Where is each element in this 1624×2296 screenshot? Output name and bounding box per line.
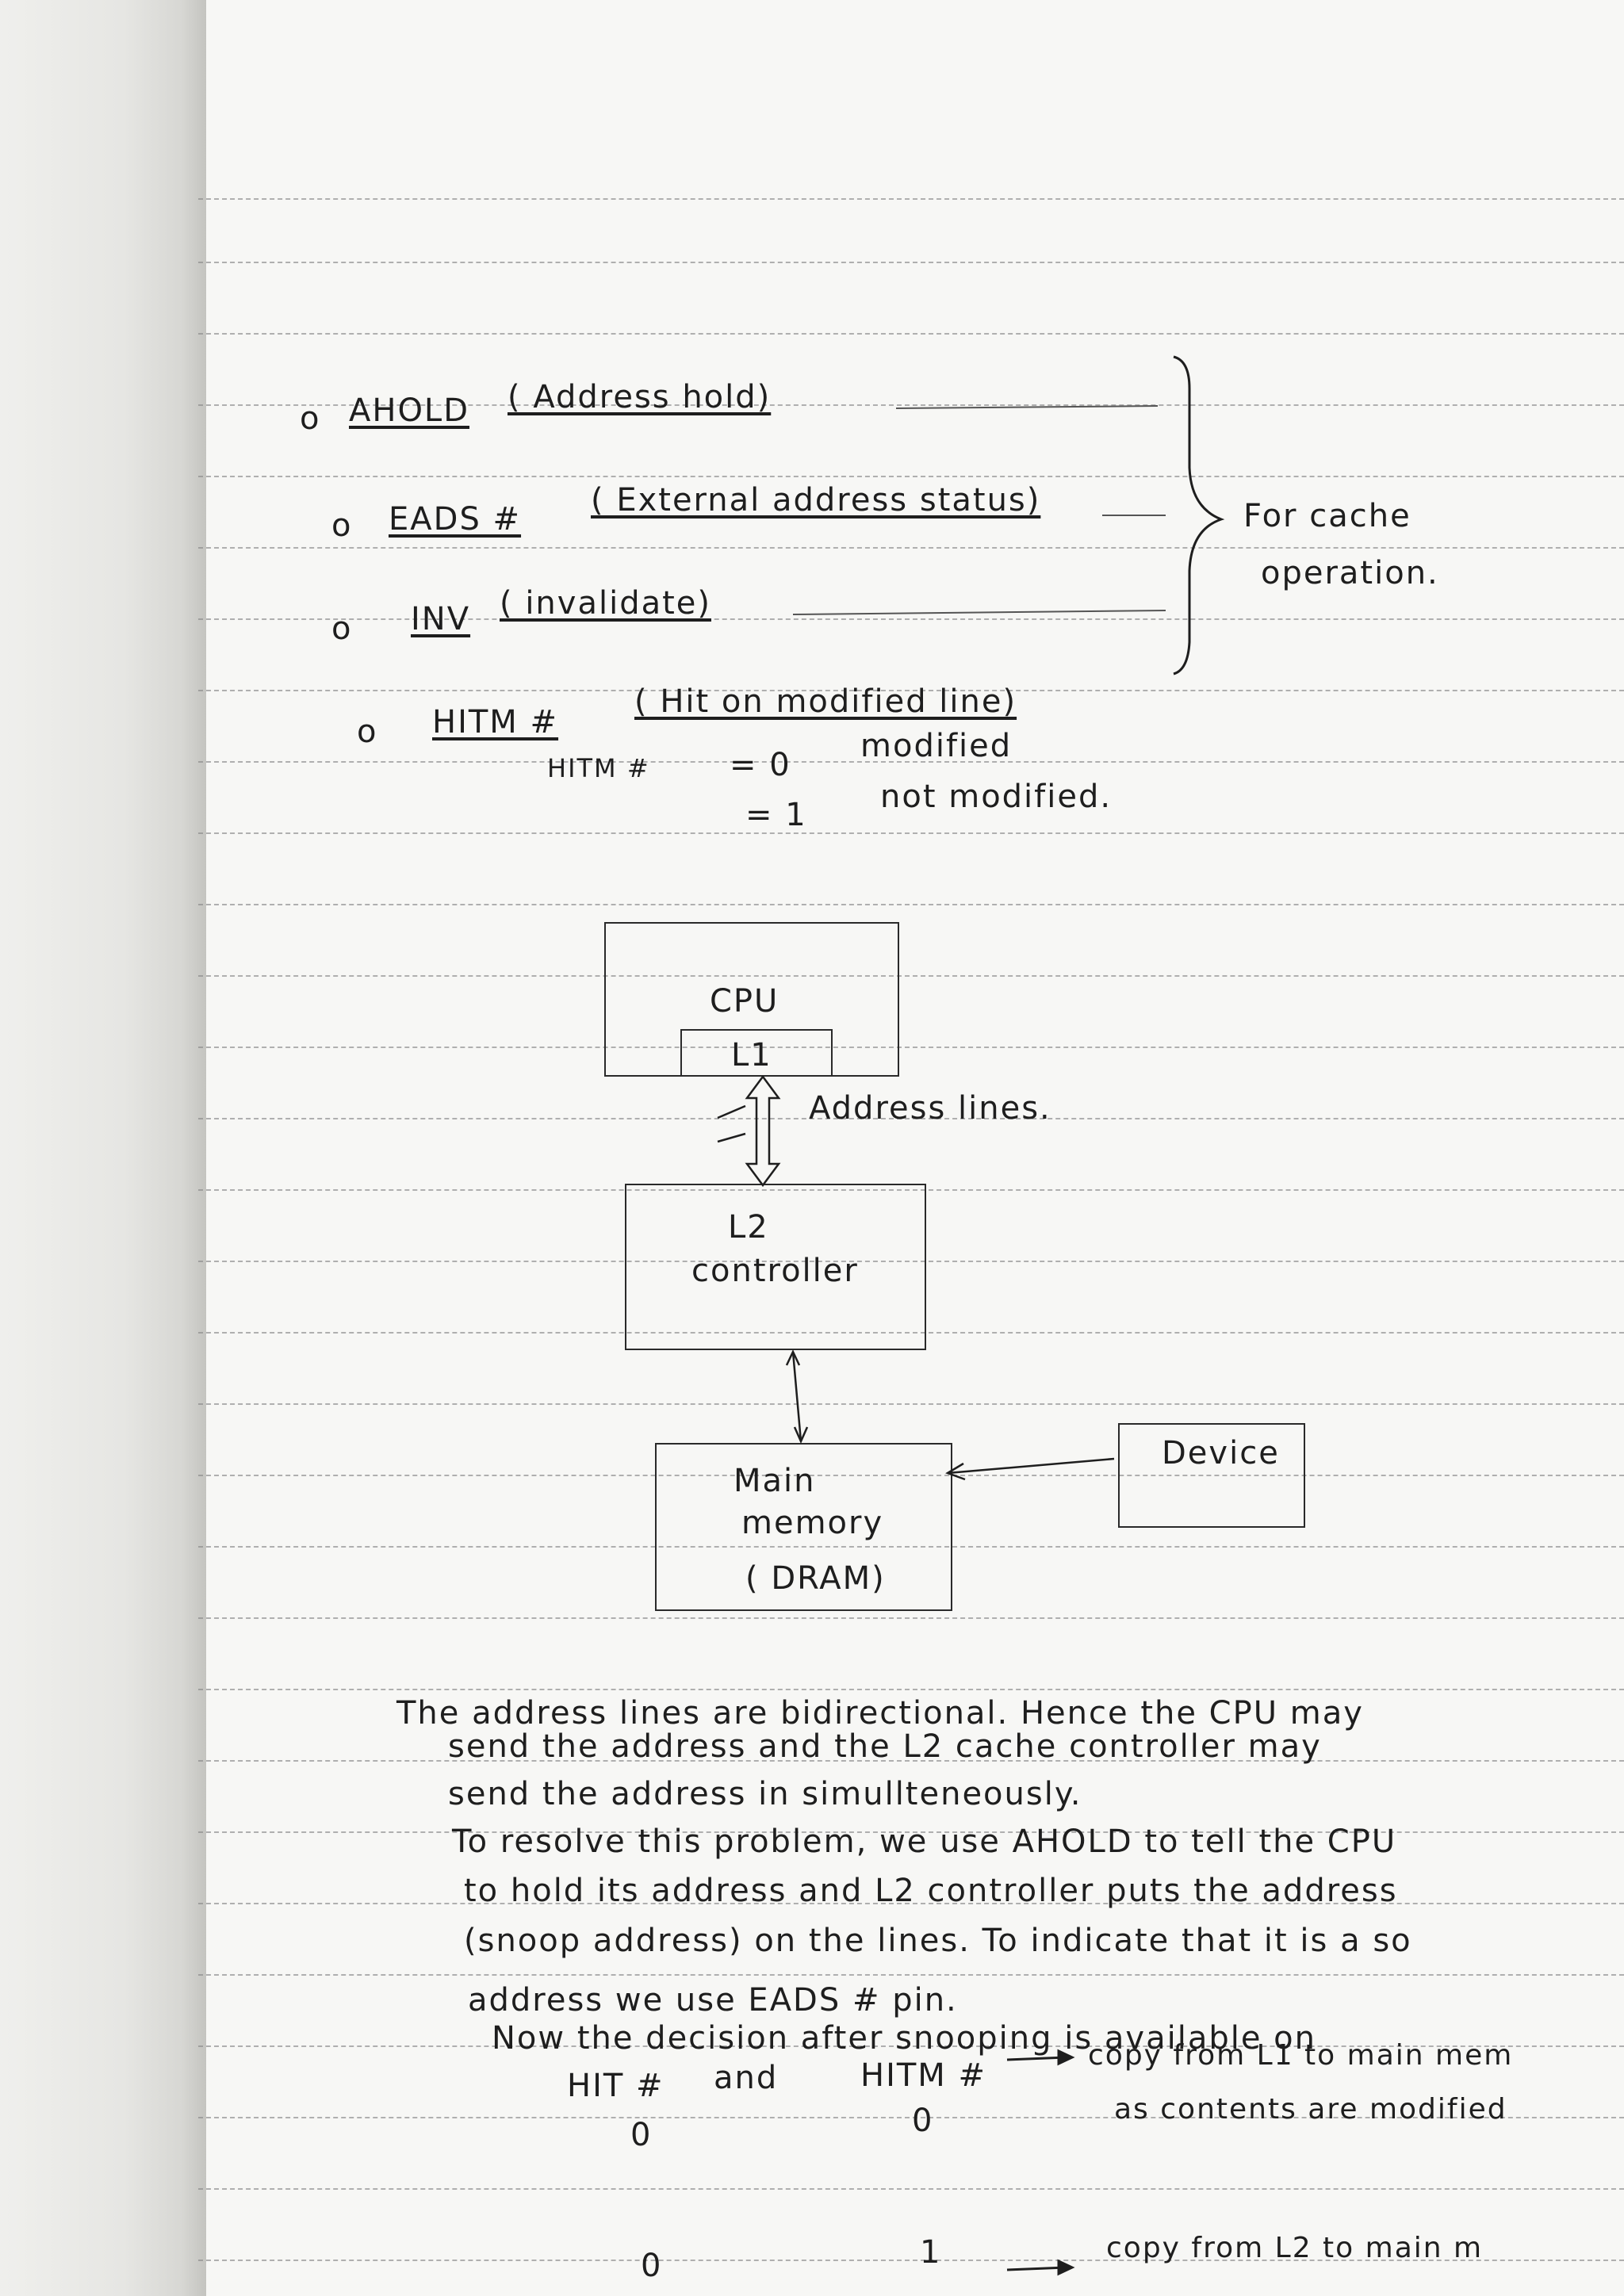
paragraph-line-6: (snoop address) on the lines. To indicate that it is a so bbox=[464, 1923, 1412, 1959]
cpu-label: CPU bbox=[710, 983, 779, 1020]
table-header-hit: HIT # bbox=[567, 2068, 665, 2104]
bidirectional-arrow-icon bbox=[718, 1077, 779, 1185]
bullet: o bbox=[331, 610, 353, 647]
paragraph-line-2: send the address and the L2 cache controller may bbox=[448, 1728, 1322, 1765]
signal-ahold-name: AHOLD bbox=[349, 392, 470, 429]
l2-label: L2 bbox=[728, 1209, 769, 1246]
table-cell-hitm: 1 bbox=[920, 2234, 942, 2271]
arrow-right-icon bbox=[1007, 2261, 1072, 2274]
l2-controller-label: controller bbox=[691, 1253, 859, 1289]
l1-label: L1 bbox=[731, 1037, 772, 1073]
signal-hitm-desc: ( Hit on modified line) bbox=[634, 683, 1017, 720]
device-arrow-icon bbox=[948, 1459, 1114, 1479]
paragraph-line-7: address we use EADS # pin. bbox=[468, 1982, 958, 2019]
hitm-label: HITM # bbox=[547, 753, 650, 783]
brace-note: operation. bbox=[1261, 555, 1439, 591]
signal-ahold-desc: ( Address hold) bbox=[508, 379, 772, 415]
table-cell-hit: 0 bbox=[630, 2117, 653, 2153]
hitm-meaning-0: modified bbox=[860, 728, 1013, 764]
bullet: o bbox=[357, 714, 378, 750]
curly-brace bbox=[1174, 357, 1221, 674]
device-label: Device bbox=[1162, 1435, 1280, 1471]
underline bbox=[793, 610, 1166, 614]
table-cell-action: copy from L2 to main m bbox=[1106, 2232, 1484, 2264]
table-cell-hitm: 0 bbox=[912, 2103, 934, 2139]
signal-inv-desc: ( invalidate) bbox=[500, 585, 711, 622]
underline bbox=[896, 406, 1158, 408]
table-cell-action: copy from L1 to main mem bbox=[1088, 2039, 1514, 2072]
paragraph-line-8: Now the decision after snooping is available on bbox=[492, 2020, 1316, 2057]
paragraph-line-4: To resolve this problem, we use AHOLD to tell the CPU bbox=[452, 1823, 1397, 1860]
hitm-value-1: = 1 bbox=[745, 797, 807, 833]
main-memory-label-3: ( DRAM) bbox=[745, 1560, 886, 1597]
table-cell-hit: 0 bbox=[641, 2248, 663, 2284]
brace-note: For cache bbox=[1243, 498, 1411, 534]
hitm-value-0: = 0 bbox=[730, 747, 791, 783]
main-memory-label-2: memory bbox=[741, 1505, 884, 1541]
bullet: o bbox=[331, 507, 353, 544]
paragraph-line-1: The address lines are bidirectional. Hence the CPU may bbox=[396, 1695, 1364, 1732]
l2-memory-arrow-icon bbox=[787, 1352, 807, 1441]
paragraph-line-5: to hold its address and L2 controller puts the address bbox=[464, 1873, 1398, 1909]
paragraph-line-3: send the address in simullteneously. bbox=[448, 1776, 1082, 1812]
address-lines-label: Address lines. bbox=[809, 1090, 1051, 1127]
signal-eads-desc: ( External address status) bbox=[591, 482, 1041, 519]
hitm-meaning-1: not modified. bbox=[880, 779, 1113, 815]
signal-hitm-name: HITM # bbox=[432, 704, 559, 740]
table-cell-note: as contents are modified bbox=[1114, 2093, 1507, 2126]
signal-eads-name: EADS # bbox=[389, 501, 522, 538]
table-header-and: and bbox=[714, 2060, 779, 2096]
signal-inv-name: INV bbox=[411, 601, 471, 637]
main-memory-label-1: Main bbox=[733, 1463, 816, 1499]
table-header-hitm: HITM # bbox=[860, 2057, 987, 2094]
bullet: o bbox=[300, 400, 321, 437]
